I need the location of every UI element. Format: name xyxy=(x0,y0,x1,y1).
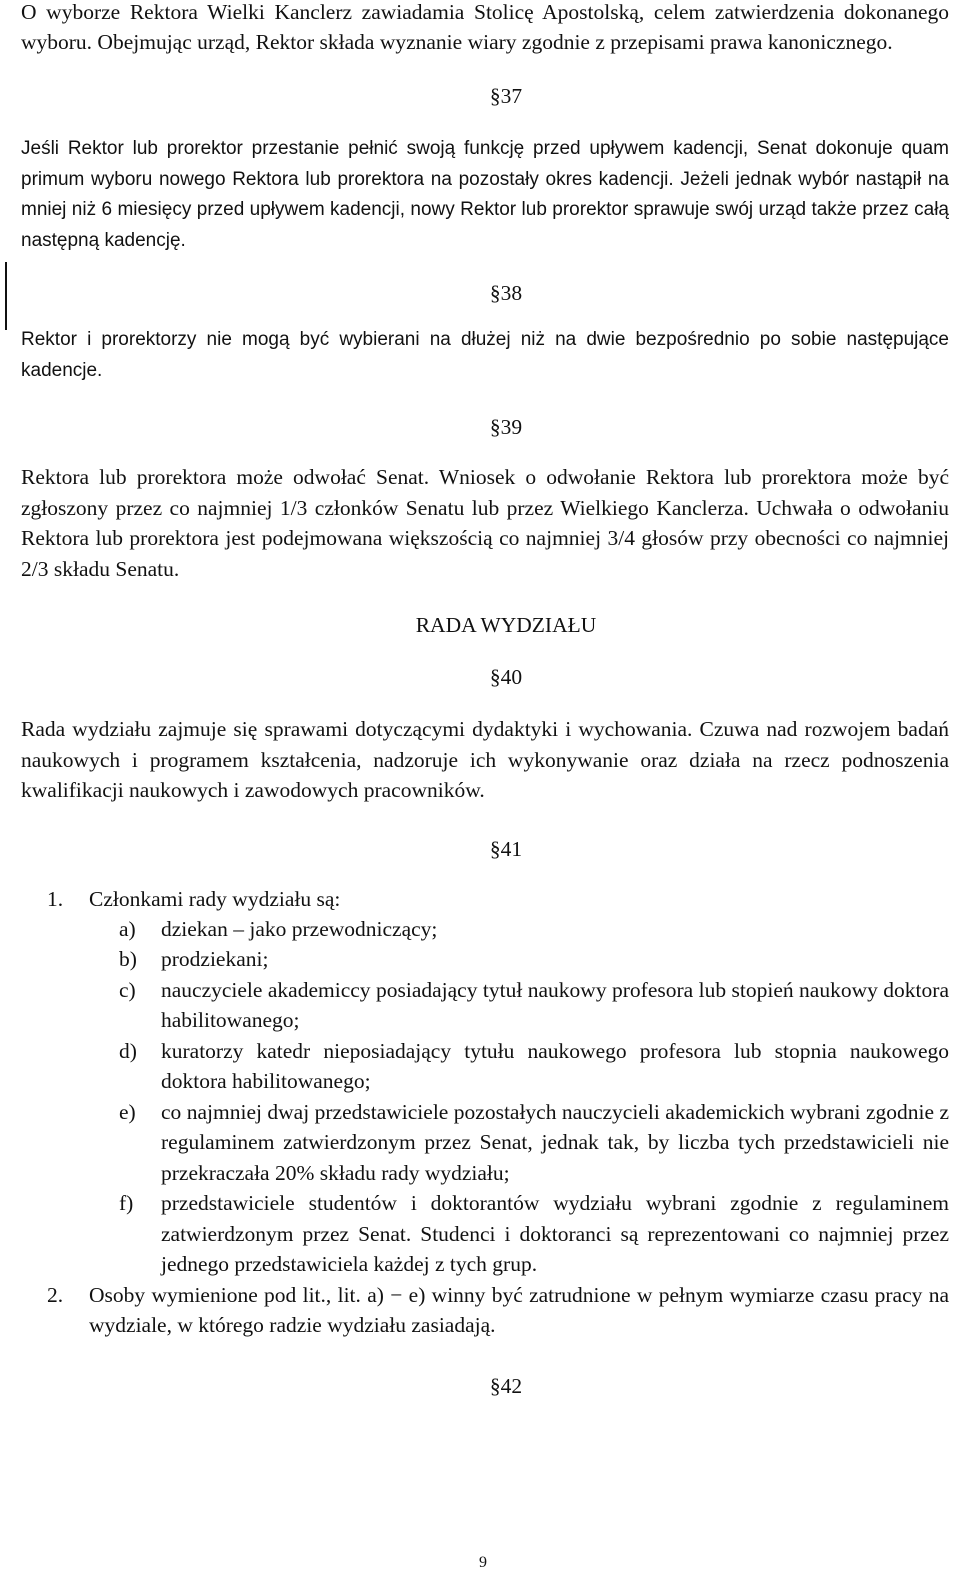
sub-item-a xyxy=(99,914,949,945)
page-number: 9 xyxy=(479,1554,487,1571)
sub-item-c xyxy=(99,975,949,1036)
section-40-label: §40 xyxy=(489,665,523,689)
paragraph-rector-confirmation: O wyborze Rektora Wielki Kanclerz zawiadamia Stolicę Apostolską, celem zatwierdzenia dokonanego wyboru. Obejmując urząd, Rektor składa wyznanie wiary zgodnie z przepisami prawa kanonicznego. xyxy=(21,0,949,54)
list-item-1 xyxy=(21,884,949,914)
sub-item-d xyxy=(99,1036,949,1097)
sub-item-text: nauczyciele akademiccy posiadający tytuł naukowy profesora lub stopień naukowy doktora habilitowanego; xyxy=(161,977,949,1032)
section-39-text: Rektora lub prorektora może odwołać Senat. Wniosek o odwołanie Rektora lub prorektora może być zgłoszony przez co najmniej 1/3 członków Senatu lub przez Wielkiego Kanclerza. Uchwała o odwołaniu Rektora lub prorektora jest podejmowana większością co najmniej 3/4 głosów przy obecności co najmniej 2/3 składu Senatu. xyxy=(21,465,949,581)
section-41-label: §41 xyxy=(489,836,523,861)
sub-item-letter: f) xyxy=(119,1191,134,1215)
section-37-label: §37 xyxy=(489,84,523,108)
section-38-text: Rektor i prorektorzy nie mogą być wybierani na dłużej niż na dwie bezpośrednio po sobie następujące kadencje. xyxy=(21,329,949,381)
revision-bar xyxy=(5,262,7,330)
list-item-text: Członkami rady wydziału są: xyxy=(89,886,341,911)
sub-item-text: co najmniej dwaj przedstawiciele pozostałych nauczycieli akademickich wybrani zgodnie z regulaminem zatwierdzonym przez Senat, jednak tak, by liczba tych przedstawicieli nie przekraczała 20% składu rady wydziału; xyxy=(161,1099,949,1185)
section-38-label: §38 xyxy=(489,281,523,305)
list-item-2 xyxy=(21,1280,949,1341)
list-number: 2. xyxy=(46,1282,64,1307)
sub-item-letter: b) xyxy=(119,947,137,971)
heading-rada-wydzialu: RADA WYDZIAŁU xyxy=(415,613,597,637)
document-page xyxy=(21,0,949,1401)
list-item-text: Osoby wymienione pod lit., lit. a) − e) winny być zatrudnione w pełnym wymiarze czasu pracy na wydziale, w którego radzie wydziału zasiadają. xyxy=(89,1282,949,1337)
section-39-label: §39 xyxy=(489,415,523,439)
sub-item-letter: a) xyxy=(119,916,136,941)
sub-item-letter: c) xyxy=(119,977,136,1002)
list-number: 1. xyxy=(46,886,64,911)
sub-item-text: kuratorzy katedr nieposiadający tytułu naukowego profesora lub stopnia naukowego doktora habilitowanego; xyxy=(161,1038,949,1093)
section-40-text: Rada wydziału zajmuje się sprawami dotyczącymi dydaktyki i wychowania. Czuwa nad rozwojem badań naukowych i programem kształcenia, nadzoruje ich wykonywanie oraz działa na rzecz podnoszenia kwalifikacji naukowych i zawodowych pracowników. xyxy=(21,717,949,802)
sub-item-e xyxy=(99,1097,949,1189)
sub-item-letter: d) xyxy=(119,1038,137,1063)
sub-item-b xyxy=(99,944,949,975)
sub-item-text: przedstawiciele studentów i doktorantów wydziału wybrani zgodnie z regulaminem zatwierdzonym przez Senat. Studenci i doktoranci są reprezentowani co najmniej przez jednego przedstawiciela każdej z tych grup. xyxy=(161,1191,949,1276)
section-37-text: Jeśli Rektor lub prorektor przestanie pełnić swoją funkcję przed upływem kadencji, Senat dokonuje quam primum wyboru nowego Rektora lub prorektora na pozostały okres kadencji. Jeżeli jednak wybór nastąpił na mniej niż 6 miesięcy przed upływem kadencji, nowy Rektor lub prorektor sprawuje swój urząd także przez całą następną kadencję. xyxy=(21,138,949,251)
sub-item-text: dziekan – jako przewodniczący; xyxy=(161,916,438,941)
sub-item-text: prodziekani; xyxy=(161,947,269,971)
sub-item-f xyxy=(99,1188,949,1280)
sub-item-letter: e) xyxy=(119,1099,136,1124)
section-42-label: §42 xyxy=(489,1373,523,1398)
